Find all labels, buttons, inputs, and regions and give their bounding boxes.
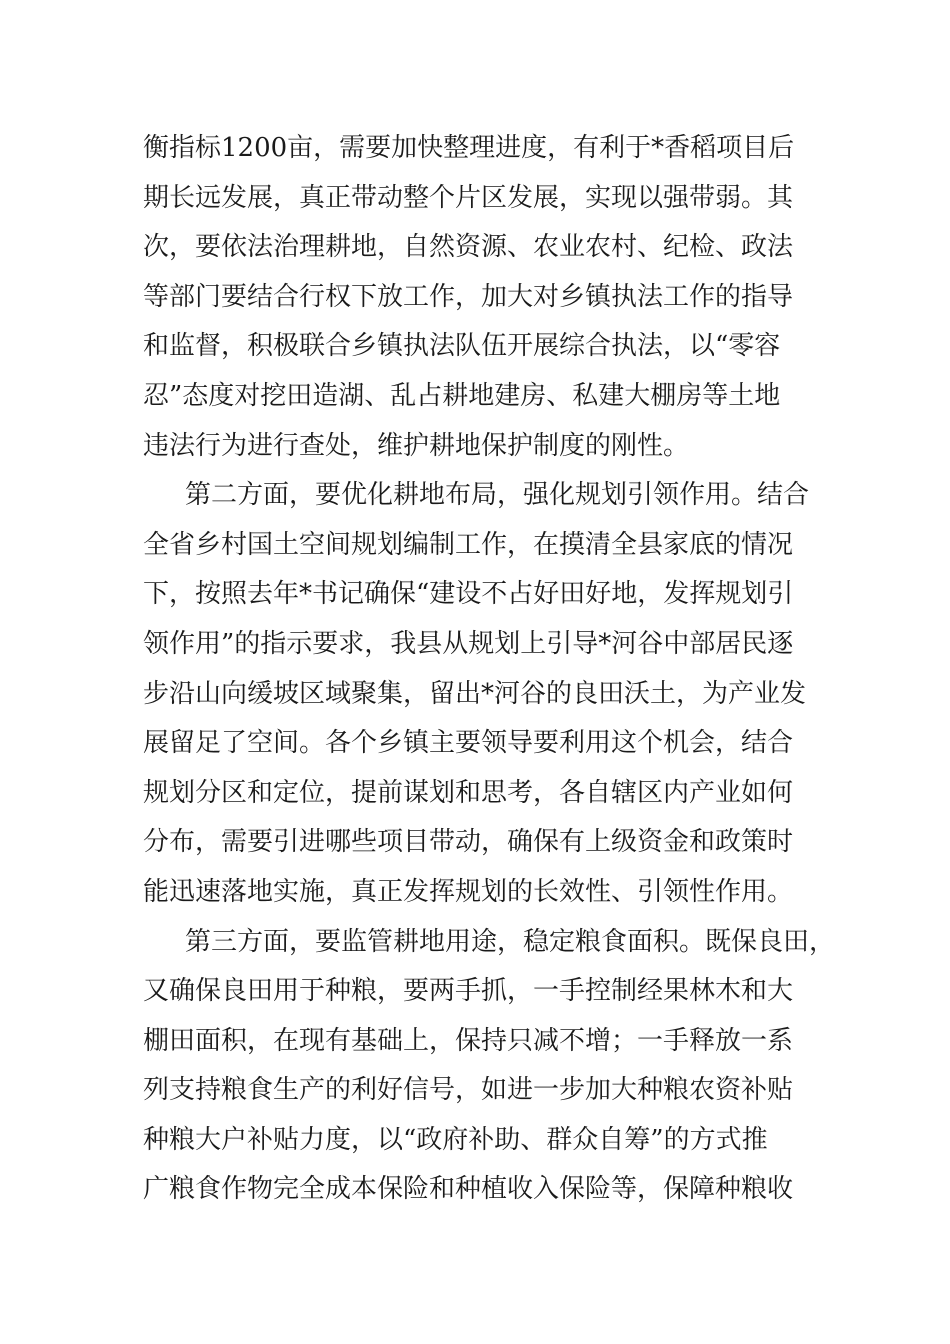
text-line: 领作用”的指示要求，我县从规划上引导*河谷中部居民逐 xyxy=(143,628,794,659)
text-line: 和监督，积极联合乡镇执法队伍开展综合执法，以“零容 xyxy=(143,331,781,362)
text-line: 步沿山向缓坡区域聚集，留出*河谷的良田沃土，为产业发 xyxy=(143,678,807,709)
text-line: 违法行为进行查处，维护耕地保护制度的刚性。 xyxy=(143,430,690,461)
text-line: 下，按照去年*书记确保“建设不占好田好地，发挥规划引 xyxy=(143,579,794,610)
paragraph xyxy=(143,471,843,917)
text-line: 期长远发展，真正带动整个片区发展，实现以强带弱。其 xyxy=(143,182,794,213)
text-line: 展留足了空间。各个乡镇主要领导要利用这个机会，结合 xyxy=(143,728,794,759)
text-line: 次，要依法治理耕地，自然资源、农业农村、纪检、政法 xyxy=(143,232,794,263)
text-line: 列支持粮食生产的利好信号，如进一步加大种粮农资补贴 xyxy=(143,1075,794,1106)
text-line: 规划分区和定位，提前谋划和思考，各自辖区内产业如何 xyxy=(143,777,794,808)
text-line: 等部门要结合行权下放工作，加大对乡镇执法工作的指导 xyxy=(143,281,794,312)
text-line: 全省乡村国土空间规划编制工作，在摸清全县家底的情况 xyxy=(143,529,794,560)
paragraph xyxy=(143,918,843,1216)
text-line: 分布，需要引进哪些项目带动，确保有上级资金和政策时 xyxy=(143,827,794,858)
text-line: 衡指标1200亩，需要加快整理进度，有利于*香稻项目后 xyxy=(143,133,795,163)
text-line: 广粮食作物完全成本保险和种植收入保险等，保障种粮收 xyxy=(143,1174,794,1205)
text-line: 能迅速落地实施，真正发挥规划的长效性、引领性作用。 xyxy=(143,876,794,907)
text-line: 棚田面积，在现有基础上，保持只减不增；一手释放一系 xyxy=(143,1025,794,1056)
text-line: 种粮大户补贴力度，以“政府补助、群众自筹”的方式推 xyxy=(143,1124,768,1155)
paragraph xyxy=(143,124,843,471)
document-body xyxy=(143,124,843,1215)
text-line: 忍”态度对挖田造湖、乱占耕地建房、私建大棚房等土地 xyxy=(143,380,781,411)
text-line: 又确保良田用于种粮，要两手抓，一手控制经果林木和大 xyxy=(143,976,794,1007)
text-line: 第二方面，要优化耕地布局，强化规划引领作用。结合 xyxy=(185,480,810,511)
text-line: 第三方面，要监管耕地用途，稳定粮食面积。既保良田， xyxy=(185,926,836,957)
